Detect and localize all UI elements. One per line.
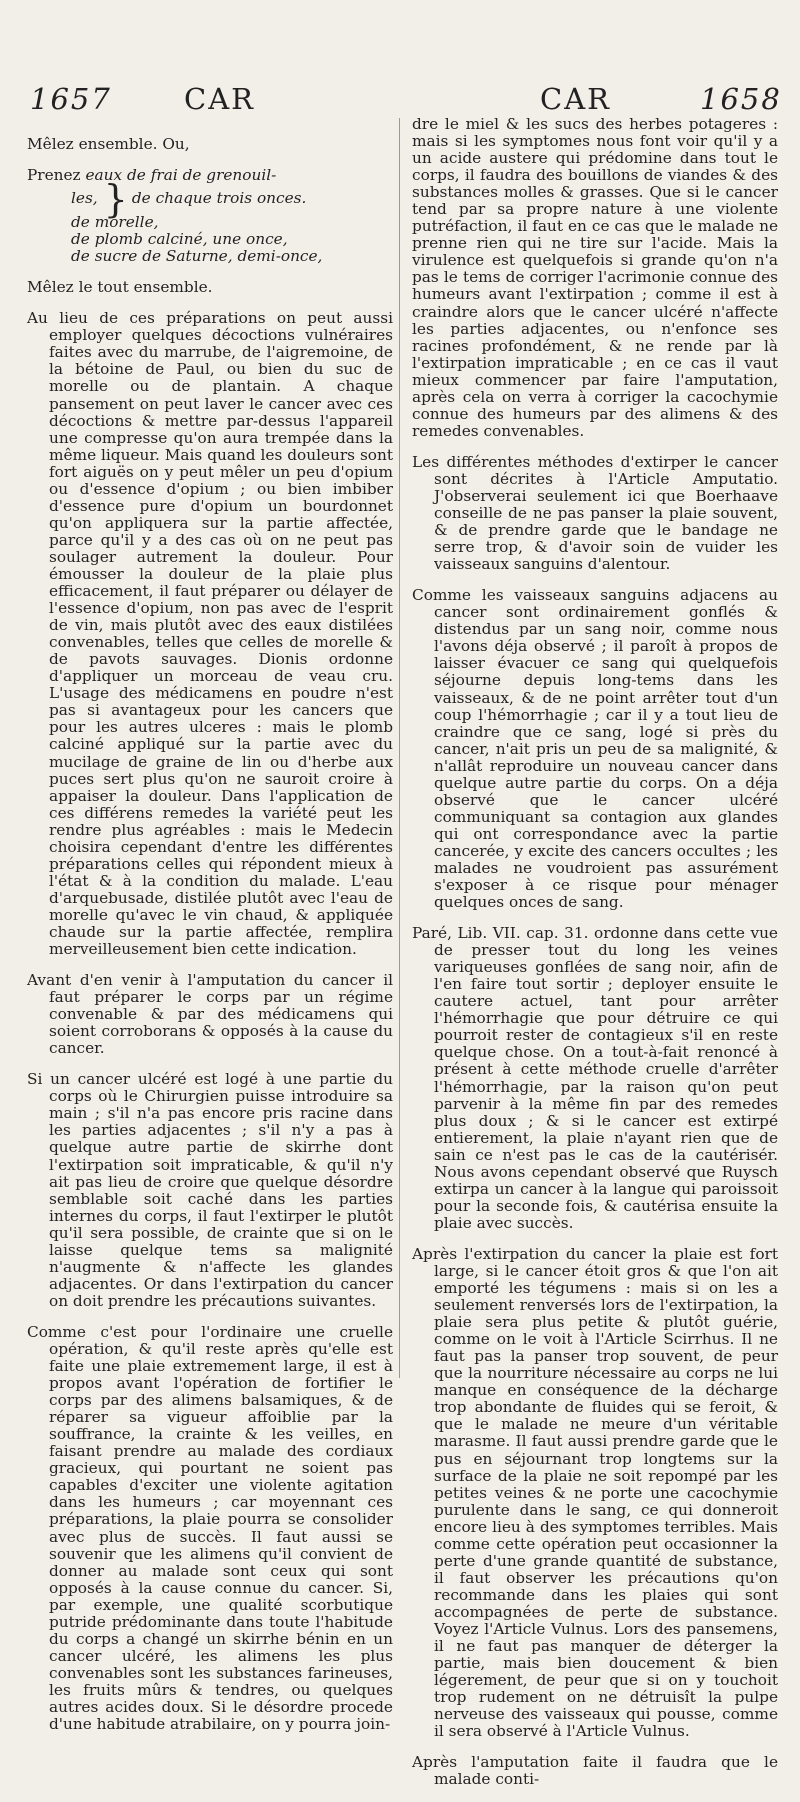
right-column (412, 116, 778, 1802)
paragraph: Si un cancer ulcéré est logé à une partie du corps où le Chirurgien puisse introduire sa main ; s'il n'a pas encore pris racine dans les parties adjacentes ; s'il n'y a pas à quelque autre partie de skirrhe dont l'extirpation soit impraticable, & qu'il n'y ait pas lieu de croire que quelque désordre semblable soit caché dans les parties internes du corps, il faut l'extirper le plutôt qu'il sera possible, de crainte que si on le laisse quelque tems sa malignité n'augmente & n'affecte les glandes adjacentes. Or dans l'extirpation du cancer on doit prendre les précautions suivantes. (27, 1070, 393, 1310)
paragraph: Comme les vaisseaux sanguins adjacens au cancer sont ordinairement gonflés & distendus par un sang noir, comme nous l'avons déja observé ; il paroît à propos de laisser évacuer ce sang qui quelquefois séjourne depuis long-tems dans les vaisseaux, & de ne point arrêter tout d'un coup l'hémorrhagie ; car il y a tout lieu de craindre que ce sang, logé si près du cancer, n'ait pris un peu de sa malignité, & n'allât reproduire un nouveau cancer dans quelque autre partie du corps. On a déja observé que le cancer ulcéré communiquant sa contagion aux glandes qui ont correspondance avec la partie cancerée, y excite des cancers occultes ; les malades ne voudroient pas assurément s'exposer à ce risque pour ménager quelques onces de sang. (412, 586, 778, 912)
paragraph: Au lieu de ces préparations on peut aussi employer quelques décoctions vulnéraires faites avec du marrube, de l'aigremoine, de la bétoine de Paul, ou bien du suc de morelle ou de plantain. A chaque pansement on peut laver le cancer avec ces décoctions & mettre par-dessus l'appareil une compresse qu'on aura trempée dans la même liqueur. Mais quand les douleurs sont fort aiguës on y peut mêler un peu d'opium ou d'essence d'opium ; ou bien imbiber d'essence pure d'opium un bourdonnet qu'on appliquera sur la partie affectée, parce qu'il y a des cas où on ne peut pas soulager autrement la douleur. Pour émousser la douleur de la plaie plus efficacement, il faut préparer ou délayer de l'essence d'opium, non pas avec de l'esprit de vin, mais plutôt avec des eaux distilées convenables, telles que celles de morelle & de pavots sauvages. Dionis ordonne d'appliquer un morceau de veau cru. L'usage des médicamens en poudre n'est pas si avantageux pour les cancers que pour les autres ulceres : mais le plomb calciné appliqué sur la partie avec du mucilage de graine de lin ou d'herbe aux puces sert plus qu'on ne sauroit croire à appaiser la douleur. Dans l'application de ces différens remedes la variété peut les rendre plus agréables : mais le Medecin choisira cependant d'entre les différentes préparations celles qui répondent mieux à l'état & à la condition du malade. L'eau d'arquebusade, distilée plutôt avec l'eau de morelle qu'avec le vin chaud, & appliquée chaude sur la partie affectée, remplira merveilleusement bien cette indication. (27, 309, 393, 959)
paragraph: dre le miel & les sucs des herbes potageres : mais si les symptomes nous font voir qu'il y a un acide austere qui prédomine dans tout le corps, il faudra des bouillons de viandes & des substances molles & grasses. Que si le cancer tend par sa propre nature à une violente putréfaction, il faut en ce cas que le malade ne prenne rien qui ne tire sur l'acide. Mais la virulence est quelquefois si grande qu'on n'a pas le tems de corriger l'acrimonie connue des humeurs avant l'extirpation ; comme il est à craindre alors que le cancer ulcéré n'affecte les parties adjacentes, ou n'enfonce ses racines profondément, & ne rende par là l'extirpation impraticable ; en ce cas il vaut mieux commencer par faire l'amputation, après cela on verra à corriger la cacochymie connue des humeurs par des alimens & des remedes convenables. (412, 115, 778, 440)
recipe-block: Prenez eaux de frai de grenouil- les, } de chaque trois onces. de morelle, de plomb calciné, une once, de sucre de Saturne, demi-once, (27, 166, 323, 266)
column-divider (399, 118, 400, 1378)
paragraph: Avant d'en venir à l'amputation du cancer il faut préparer le corps par un régime convenable & par des médicamens qui soient corroborans & opposés à la cause du cancer. (27, 971, 393, 1058)
left-running-head: CAR (184, 82, 255, 116)
recipe-quantity: de chaque trois onces. (131, 189, 307, 208)
paragraph: Les différentes méthodes d'extirper le cancer sont décrites à l'Article Amputatio. J'observerai seulement ici que Boerhaave conseille de ne pas panser la plaie souvent, & de prendre garde que le bandage ne serre trop, & d'avoir soin de vuider les vaisseaux sanguins d'alentour. (412, 452, 778, 574)
left-column (27, 136, 393, 1747)
right-running-head: CAR (540, 82, 611, 116)
brace: } (103, 177, 128, 222)
paragraph: Comme c'est pour l'ordinaire une cruelle opération, & qu'il reste après qu'elle est faite une plaie extremement large, il est à propos avant l'opération de fortifier le corps par des alimens balsamiques, & de réparer sa vigueur affoiblie par la souffrance, la crainte & les veilles, en faisant prendre au malade des cordiaux gracieux, qui pourtant ne soient pas capables d'exciter une violente agitation dans les humeurs ; car moyennant ces préparations, la plaie pourra se consolider avec plus de succès. Il faut aussi se souvenir que les alimens qu'il convient de donner au malade sont ceux qui sont opposés à la cause connue du cancer. Si, par exemple, une qualité scorbutique putride prédominante dans toute l'habitude du corps a changé un skirrhe bénin en un cancer ulcéré, les alimens les plus convenables sont les substances farineuses, les fruits mûrs & tendres, ou quelques autres acides doux. Si le désordre procede d'une habitude atrabilaire, on y pourra join- (27, 1322, 393, 1734)
paragraph: Mêlez le tout ensemble. (27, 278, 213, 297)
paragraph: Après l'amputation faite il faudra que le malade conti- (412, 1753, 778, 1789)
paragraph: Mêlez ensemble. Ou, (27, 135, 190, 153)
paragraph: Paré, Lib. VII. cap. 31. ordonne dans cette vue de presser tout du long les veines variqueuses gonflées de sang noir, afin de l'en faire tout sortir ; deployer ensuite le cautere actuel, tant pour arrêter l'hémorrhagie que pour détruire ce qui pourroit rester de contagieux s'il en reste quelque chose. On a tout-à-fait renoncé à présent à cette méthode cruelle d'arrêter l'hémorrhagie, par la raison qu'on peut parvenir à la même fin par des remedes plus doux ; & si le cancer est extirpé entierement, la plaie n'ayant rien que de sain ce n'est pas le cas de la cautérisér. Nous avons cependant observé que Ruysch extirpa un cancer à la langue qui paroissoit pour la seconde fois, & cautérisa ensuite la plaie avec succès. (412, 924, 778, 1232)
right-page-number: 1658 (700, 82, 782, 116)
left-page-number: 1657 (30, 82, 112, 116)
paragraph: Après l'extirpation du cancer la plaie est fort large, si le cancer étoit gros & que l'on ait emporté les tégumens : mais si on les a seulement renversés lors de l'extirpation, la plaie sera plus petite & plutôt guérie, comme on le voit à l'Article Scirrhus. Il ne faut pas la panser trop souvent, de peur que la nourriture nécessaire au corps ne lui manque en conséquence de la décharge trop abondante de fluides qui se feroit, & que le malade ne meure d'un véritable marasme. Il faut aussi prendre garde que le pus en séjournant trop longtems sur la surface de la plaie ne soit repompé par les petites veines & ne porte une cacochymie purulente dans le sang, ce qui donneroit encore lieu à des symptomes terribles. Mais comme cette opération peut occasionner la perte d'une grande quantité de substance, il faut observer les précautions qu'on recommande dans les plaies qui sont accompagnées de perte de substance. Voyez l'Article Vulnus. Lors des pansemens, il ne faut pas manquer de déterger la partie, mais bien doucement & bien légerement, de peur que si on y touchoit trop rudement on ne détruisît la pulpe nerveuse des vaisseaux qui pousse, comme il sera observé à l'Article Vulnus. (412, 1244, 778, 1741)
